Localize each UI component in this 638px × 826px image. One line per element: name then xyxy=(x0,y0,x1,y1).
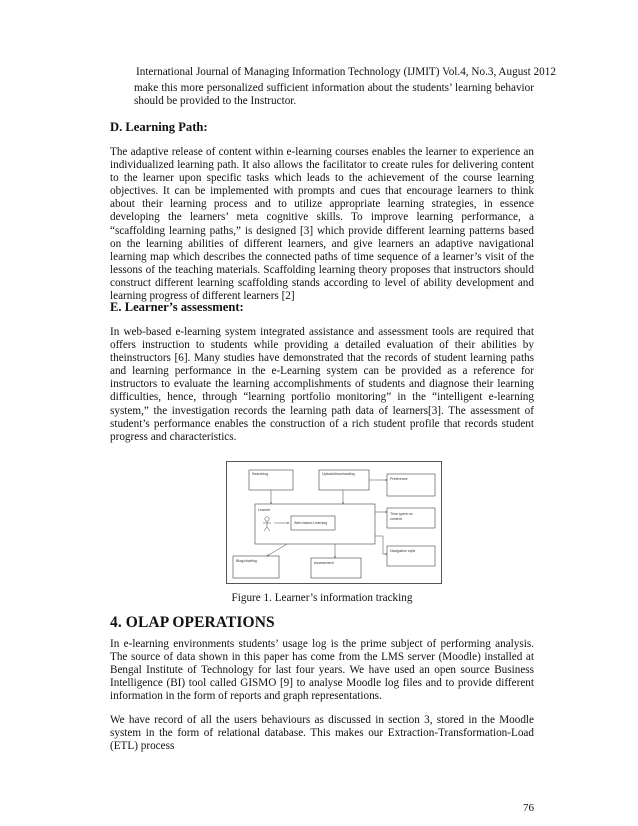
section-e-heading: E. Learner’s assessment: xyxy=(110,300,244,314)
page-number: 76 xyxy=(523,802,534,814)
time-spent-label-2: content xyxy=(390,517,402,521)
diagram-canvas xyxy=(227,462,441,583)
searching-label: Searching xyxy=(252,472,269,476)
assessment-label: Assessment xyxy=(314,561,334,565)
section-4-para-2: We have record of all the users behaviours as discussed in section 3, stored in the Moodle system in the form of relational database. This makes our Extraction-Transformation-Load (ETL) process xyxy=(110,714,534,753)
time-spent-label-1: Time spent on xyxy=(390,512,413,516)
intro-paragraph: make this more personalized sufficient information about the students’ learning behavior should be provided to the Instructor. xyxy=(134,82,534,108)
section-4-para-1: In e-learning environments students’ usage log is the prime subject of performing analysis. The source of data shown in this paper has come from the LMS server (Moodle) installed at Bengal Institute of Technology for last four years. We have used an open source Business Intelligence (BI) tool called GISMO [9] to analyse Moodle log files and to provide different information in the form of reports and graph representations. xyxy=(110,638,534,703)
section-d-heading: D. Learning Path: xyxy=(110,120,208,134)
section-4-heading: 4. OLAP OPERATIONS xyxy=(110,614,275,631)
learner-label: Learner xyxy=(258,508,271,512)
learner-tracking-diagram xyxy=(226,461,442,584)
web-learning-label: Web-based Learning xyxy=(294,521,328,525)
journal-header: International Journal of Managing Information Technology (IJMIT) Vol.4, No.3, August 2012 xyxy=(136,66,556,78)
section-e-body: In web-based e-learning system integrated assistance and assessment tools are required that offers instruction to students while providing a detailed evaluation of their abilities by theinstructors [6]. Many studies have demonstrated that the records of student learning paths and learning performance in the e-Learning system can be provided as a reference for instructors to evaluate the learning accomplishments of students and diagnose their learning difficulties, hence, through “learning portfolio monitoring” in the “intelligent e-learning system,” the investigation records the learning path data of learners[3]. The assessment of student’s performance enables the construction of a rich student profile that records student progress and characteristics. xyxy=(110,326,534,443)
figure-caption: Figure 1. Learner’s information tracking xyxy=(231,592,413,604)
blog-label: Blog/chatting xyxy=(236,559,257,563)
preference-label: Preference xyxy=(390,477,408,481)
upload-label: Upload/downloading xyxy=(322,472,355,476)
section-d-body: The adaptive release of content within e-learning courses enables the learner to experience an individualized learning path. It also allows the facilitator to create rules for delivering content to the learner upon specific tasks which leads to the achievement of the course learning objectives. It can be implemented with prompts and cues that encourage learners to think about their learning process and to utilize appropriate learning strategies, in essence developing the learners’ meta cognitive skills. To improve learning performance, a “scaffolding learning paths,” is designed [3] which provide different learning patterns based on the learning abilities of different learners, and give learners an adaptive navigational learning map which describes the connected paths of time sequence of a learner’s visit of the lessons of the teaching materials. Scaffolding learning theory proposes that instructors should construct different learning scaffolding stands according to level of ability development and learning progress of different learners [2] xyxy=(110,146,534,303)
navigation-label: Navigation style xyxy=(390,549,416,553)
